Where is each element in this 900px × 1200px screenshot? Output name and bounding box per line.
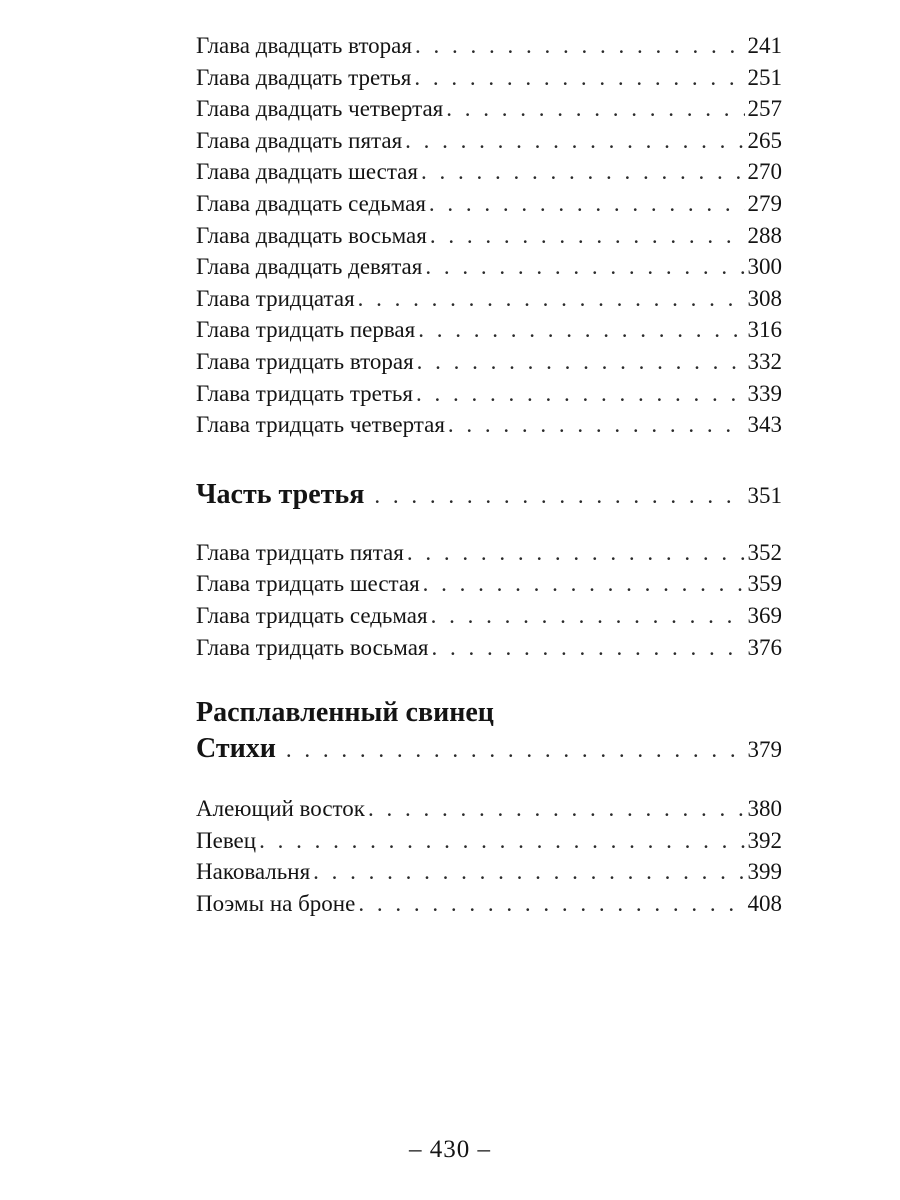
dot-leader (407, 537, 745, 569)
entry-page: 399 (747, 859, 782, 885)
section-heading-entry[interactable] (196, 731, 782, 767)
dot-leader (416, 378, 745, 410)
toc-entry[interactable] (196, 251, 782, 283)
poem-list (196, 793, 782, 919)
toc-entry[interactable] (196, 856, 782, 888)
section-heading: Расплавленный свинец (196, 697, 494, 729)
entry-title: Глава двадцать четвертая (196, 96, 444, 122)
entry-title: Глава тридцать третья (196, 380, 413, 406)
entry-page: 379 (747, 737, 782, 763)
dot-leader (421, 156, 745, 188)
dot-leader (430, 220, 745, 252)
dot-leader (425, 251, 744, 283)
entry-page: 257 (747, 96, 782, 122)
toc-entry[interactable] (196, 283, 782, 315)
toc-entry[interactable] (196, 314, 782, 346)
entry-page: 351 (747, 482, 782, 508)
toc-entry[interactable] (196, 568, 782, 600)
part-heading-entry[interactable] (196, 475, 782, 515)
dot-leader (259, 825, 744, 857)
dot-leader (405, 125, 744, 157)
entry-page: 288 (747, 222, 782, 248)
chapter-list-part-two (196, 30, 782, 441)
dot-leader (415, 30, 745, 62)
toc-entry[interactable] (196, 888, 782, 920)
dot-leader (358, 888, 744, 920)
page-number: – 430 – (409, 1136, 491, 1163)
dot-leader (448, 409, 745, 441)
entry-title: Глава тридцать шестая (196, 571, 420, 597)
entry-title: Глава тридцатая (196, 285, 355, 311)
entry-title: Глава двадцать вторая (196, 33, 412, 58)
entry-page: 270 (747, 159, 782, 185)
toc-entry[interactable] (196, 378, 782, 410)
toc-entry[interactable] (196, 188, 782, 220)
dot-leader (368, 793, 745, 825)
entry-page: 369 (747, 602, 782, 628)
dot-leader (414, 62, 744, 94)
toc-entry[interactable] (196, 220, 782, 252)
toc-entry[interactable] (196, 825, 782, 857)
entry-title: Глава тридцать четвертая (196, 412, 445, 438)
toc-entry[interactable] (196, 632, 782, 664)
entry-title: Поэмы на броне (196, 890, 356, 916)
entry-title: Глава тридцать первая (196, 317, 416, 343)
toc-entry[interactable] (196, 346, 782, 378)
dot-leader (446, 93, 744, 125)
dot-leader (431, 632, 744, 664)
entry-title: Глава двадцать восьмая (196, 222, 427, 248)
entry-page: 332 (747, 348, 782, 374)
section-subtitle: Стихи (196, 733, 276, 765)
toc-entry[interactable] (196, 537, 782, 569)
entry-page: 251 (747, 64, 782, 90)
toc-entry[interactable] (196, 30, 782, 62)
dot-leader (429, 188, 745, 220)
entry-title: Глава тридцать седьмая (196, 602, 428, 628)
dot-leader (313, 856, 744, 888)
chapter-list-part-three (196, 537, 782, 663)
entry-title: Алеющий восток (196, 796, 365, 822)
entry-title: Глава двадцать седьмая (196, 190, 426, 216)
toc-entry[interactable] (196, 600, 782, 632)
dot-leader (374, 476, 741, 516)
toc-entry[interactable] (196, 793, 782, 825)
dot-leader (417, 346, 745, 378)
toc-entry[interactable] (196, 125, 782, 157)
dot-leader (418, 314, 744, 346)
entry-title: Глава тридцать восьмая (196, 634, 429, 660)
entry-title: Глава тридцать пятая (196, 539, 404, 565)
entry-page: 241 (747, 33, 782, 58)
table-of-contents (196, 30, 782, 919)
entry-title: Певец (196, 827, 257, 853)
entry-page: 408 (747, 890, 782, 916)
entry-page: 308 (747, 285, 782, 311)
entry-title: Глава двадцать шестая (196, 159, 418, 185)
entry-page: 265 (747, 127, 782, 153)
entry-page: 352 (747, 539, 782, 565)
dot-leader (286, 732, 742, 768)
entry-title: Глава двадцать пятая (196, 127, 403, 153)
dot-leader (423, 568, 745, 600)
entry-page: 339 (747, 380, 782, 406)
toc-entry[interactable] (196, 93, 782, 125)
entry-title: Глава двадцать девятая (196, 254, 423, 280)
toc-entry[interactable] (196, 409, 782, 441)
entry-page: 392 (747, 827, 782, 853)
dot-leader (431, 600, 745, 632)
toc-entry[interactable] (196, 62, 782, 94)
dot-leader (358, 283, 745, 315)
entry-title: Наковальня (196, 859, 311, 885)
entry-page: 380 (747, 796, 782, 822)
entry-page: 343 (747, 412, 782, 438)
entry-title: Глава двадцать третья (196, 64, 412, 90)
entry-page: 359 (747, 571, 782, 597)
entry-page: 279 (747, 190, 782, 216)
entry-page: 300 (747, 254, 782, 280)
entry-title: Глава тридцать вторая (196, 348, 414, 374)
entry-page: 376 (747, 634, 782, 660)
part-title: Часть третья (196, 478, 365, 510)
toc-entry[interactable] (196, 156, 782, 188)
entry-page: 316 (747, 317, 782, 343)
